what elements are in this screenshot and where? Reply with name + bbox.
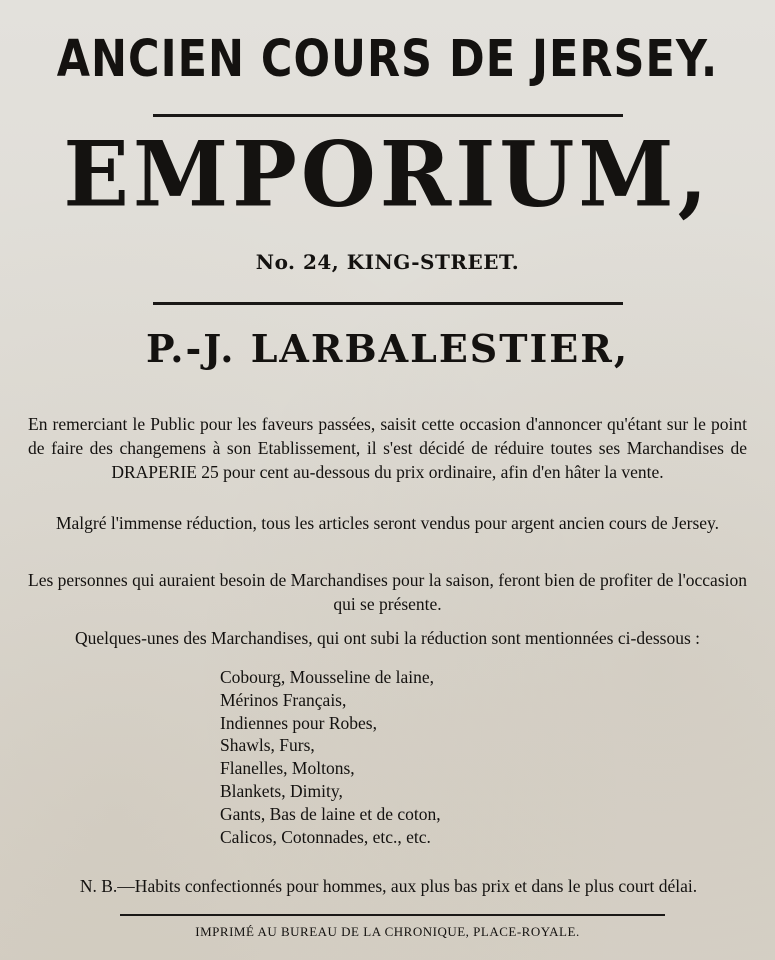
divider-rule-bottom: [120, 914, 665, 916]
shop-address: No. 24, KING-STREET.: [255, 250, 520, 274]
paragraph-season: Les personnes qui auraient besoin de Marchandises pour la saison, feront bien de profiter de l'occasion qui se présente.: [28, 569, 747, 614]
goods-item: Cobourg, Mousseline de laine,: [220, 667, 435, 687]
divider-rule-top: [153, 114, 623, 117]
goods-item: Shawls, Furs,: [220, 735, 315, 756]
nota-bene: N. B.—Habits confectionnés pour hommes, aux plus bas prix et dans le plus court délai.: [79, 875, 698, 896]
printer-imprint: IMPRIMÉ AU BUREAU DE LA CHRONIQUE, PLACE-ROYALE.: [195, 924, 580, 939]
poster-title: ANCIEN COURS DE JERSEY.: [56, 30, 719, 89]
paragraph-announcement: En remerciant le Public pour les faveurs passées, saisit cette occasion d'annoncer qu'étant sur le point de faire des changemens à son Etablissement, il s'est décidé de réduire toutes ses Marchandises de DRAPERIE 25 pour cent au-dessous du prix ordinaire, afin d'en hâter la vente.: [28, 413, 747, 482]
paragraph-goods-intro: Quelques-unes des Marchandises, qui ont subi la réduction sont mentionnées ci-dessous :: [74, 627, 701, 648]
goods-item: Blankets, Dimity,: [220, 780, 343, 801]
shop-name: EMPORIUM,: [63, 121, 712, 228]
paragraph-reduction: Malgré l'immense réduction, tous les articles seront vendus pour argent ancien cours de Jersey.: [55, 512, 720, 533]
goods-item: Calicos, Cotonnades, etc., etc.: [220, 826, 431, 847]
goods-item: Flanelles, Moltons,: [220, 758, 355, 779]
goods-item: Indiennes pour Robes,: [220, 712, 377, 733]
divider-rule-middle: [153, 302, 623, 305]
goods-list: [220, 666, 441, 848]
goods-item: Mérinos Français,: [220, 689, 347, 710]
owner-name: P.-J. LARBALESTIER,: [145, 326, 630, 371]
goods-item: Gants, Bas de laine et de coton,: [220, 803, 441, 824]
